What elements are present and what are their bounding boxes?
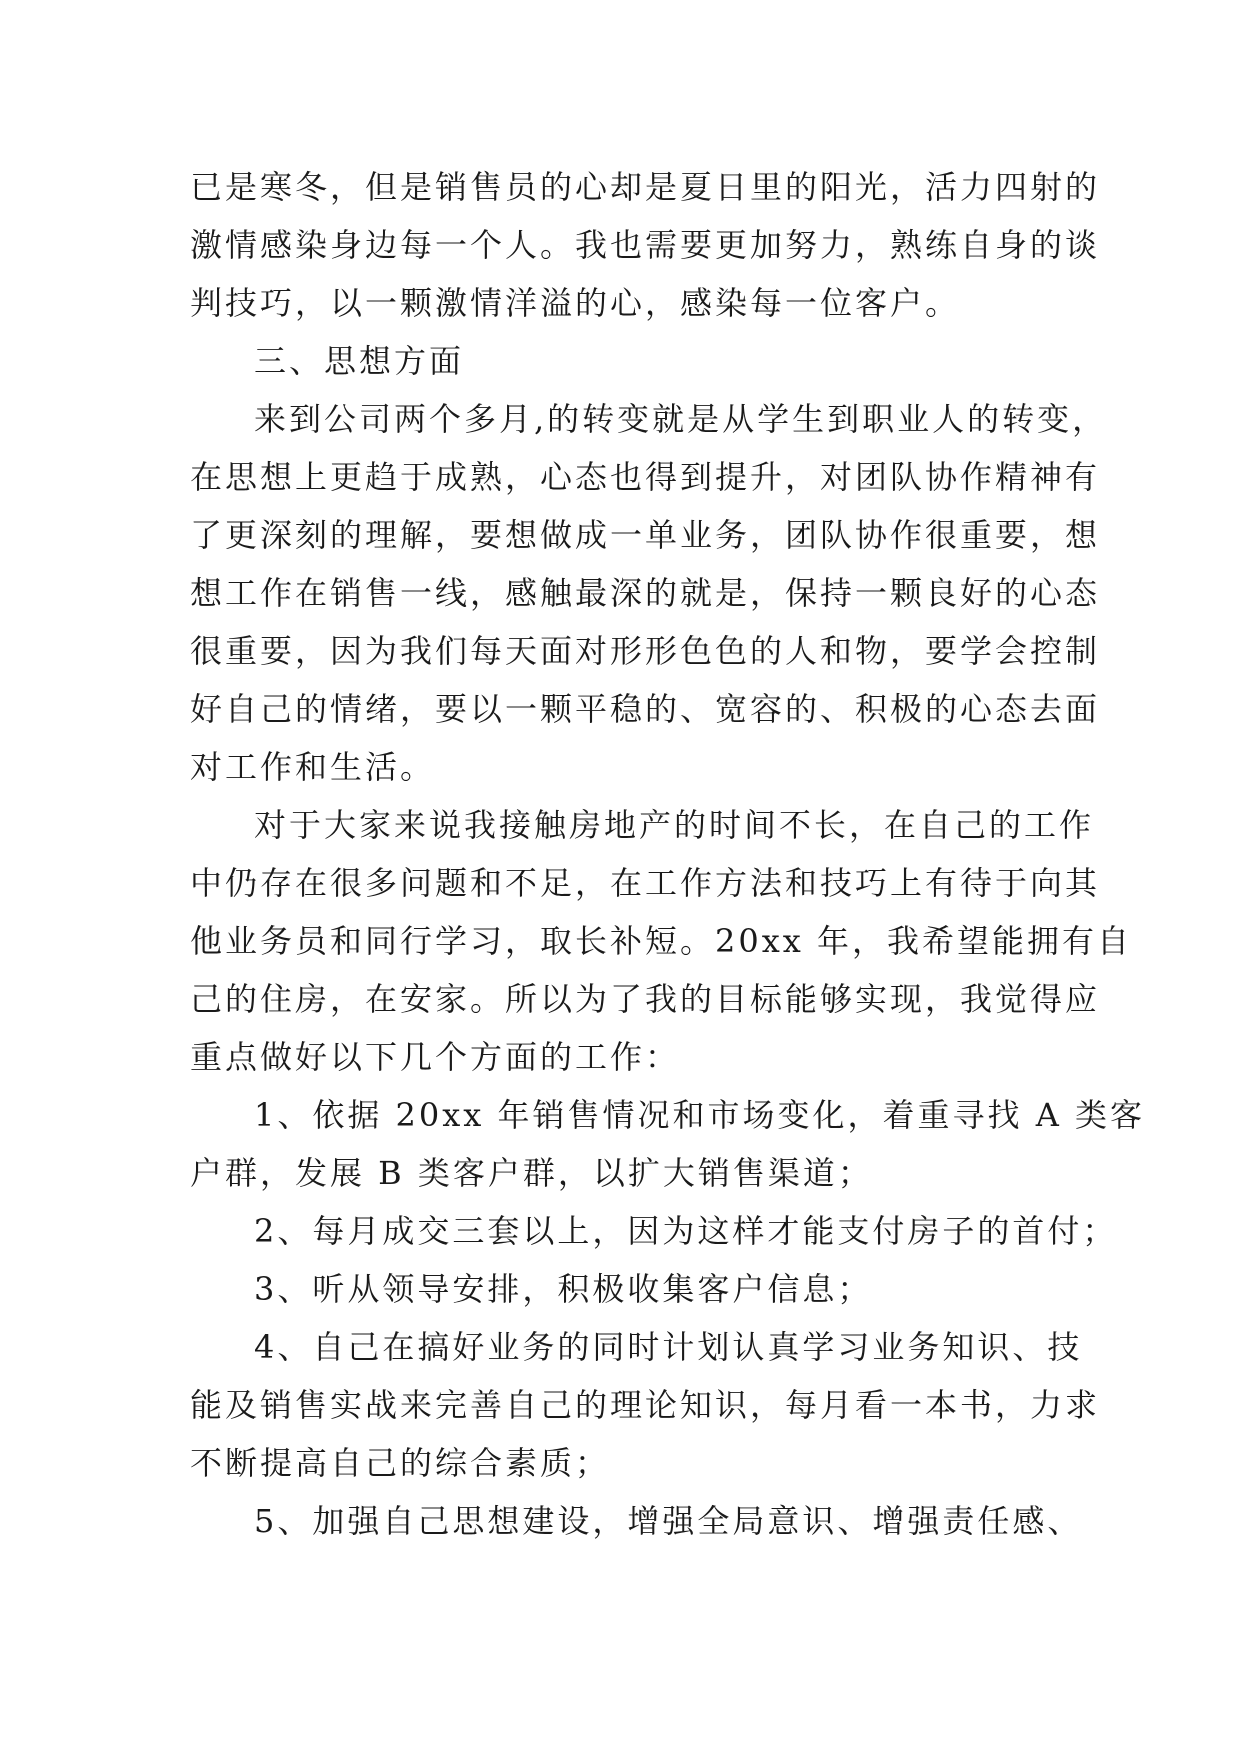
text-line: 他业务员和同行学习，取长补短。20xx 年，我希望能拥有自	[190, 922, 1132, 960]
text-line: 已是寒冬，但是销售员的心却是夏日里的阳光，活力四射的	[190, 168, 1101, 206]
text-line: 户群，发展 B 类客户群，以扩大销售渠道；	[190, 1154, 873, 1192]
text-line: 己的住房，在安家。所以为了我的目标能够实现，我觉得应	[190, 980, 1101, 1018]
text-line: 来到公司两个多月,的转变就是从学生到职业人的转变，	[254, 400, 1108, 438]
list-item-4	[190, 1318, 1101, 1492]
text-line: 好自己的情绪，要以一颗平稳的、宽容的、积极的心态去面	[190, 690, 1101, 728]
text-line: 激情感染身边每一个人。我也需要更加努力，熟练自身的谈	[190, 226, 1101, 264]
document-body	[190, 158, 1145, 1550]
text-line: 4、自己在搞好业务的同时计划认真学习业务知识、技	[254, 1328, 1083, 1366]
list-item-3	[190, 1260, 1056, 1318]
text-line: 1、依据 20xx 年销售情况和市场变化，着重寻找 A 类客	[254, 1096, 1145, 1134]
text-line: 在思想上更趋于成熟，心态也得到提升，对团队协作精神有	[190, 458, 1101, 496]
text-line: 想工作在销售一线，感触最深的就是，保持一颗良好的心态	[190, 574, 1101, 612]
text-line: 判技巧，以一颗激情洋溢的心，感染每一位客户。	[190, 284, 961, 322]
text-line: 中仍存在很多问题和不足，在工作方法和技巧上有待于向其	[190, 864, 1101, 902]
text-line: 3、听从领导安排，积极收集客户信息；	[254, 1270, 873, 1308]
paragraph-thoughts	[190, 390, 1108, 796]
section-heading	[190, 332, 1056, 390]
text-line: 重点做好以下几个方面的工作：	[190, 1038, 681, 1076]
list-item-1	[190, 1086, 1145, 1202]
text-line: 不断提高自己的综合素质；	[190, 1444, 611, 1482]
paragraph-continued-closing	[190, 158, 1101, 332]
heading-text: 三、思想方面	[254, 342, 465, 380]
text-line: 5、加强自己思想建设，增强全局意识、增强责任感、	[254, 1502, 1083, 1540]
text-line: 2、每月成交三套以上，因为这样才能支付房子的首付；	[254, 1212, 1118, 1250]
text-line: 很重要，因为我们每天面对形形色色的人和物，要学会控制	[190, 632, 1101, 670]
paragraph-plan-intro	[190, 796, 1132, 1086]
text-line: 对于大家来说我接触房地产的时间不长，在自己的工作	[254, 806, 1095, 844]
text-line: 对工作和生活。	[190, 748, 436, 786]
list-item-2	[190, 1202, 1118, 1260]
text-line: 了更深刻的理解，要想做成一单业务，团队协作很重要，想	[190, 516, 1101, 554]
list-item-5	[190, 1492, 1083, 1550]
text-line: 能及销售实战来完善自己的理论知识，每月看一本书，力求	[190, 1386, 1101, 1424]
